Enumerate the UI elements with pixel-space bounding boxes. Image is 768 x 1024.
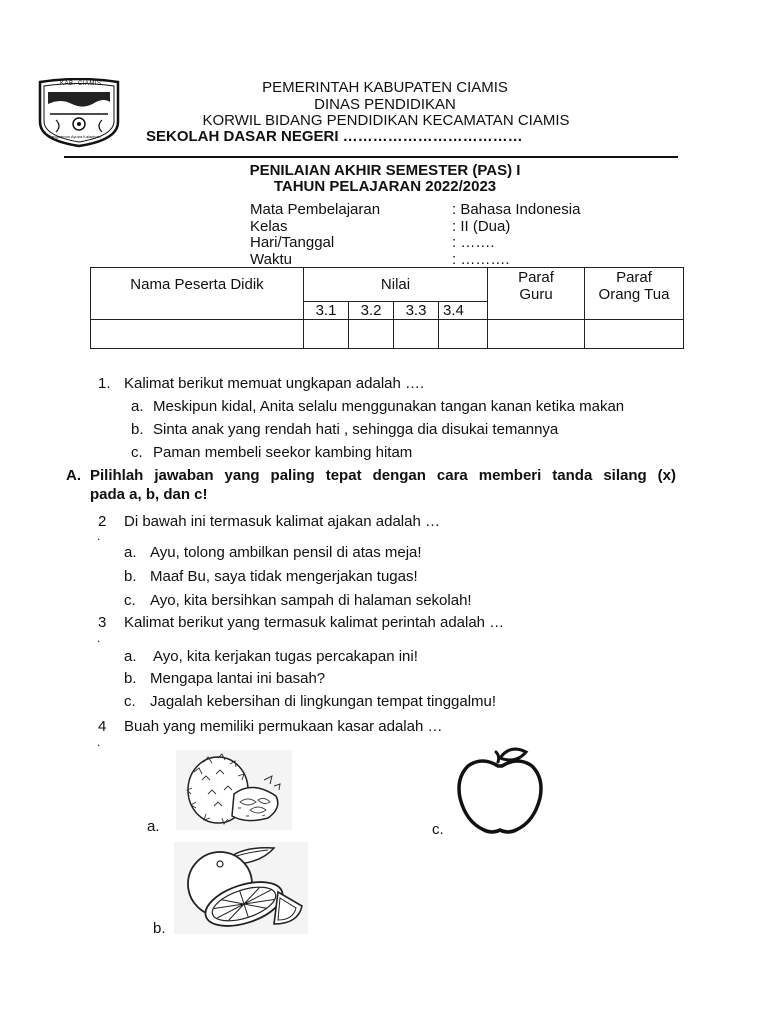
subscore-3-4: 3.4 (439, 302, 488, 320)
cell-score-3-2[interactable] (349, 320, 394, 349)
q3-option-c[interactable]: Jagalah kebersihan di lingkungan tempat tinggalmu! (150, 693, 497, 710)
q2-option-a-letter: a. (124, 544, 137, 561)
col-teacher-line2: Guru (519, 286, 553, 303)
apple-image[interactable] (454, 746, 550, 836)
logo-text: KAB. CIAMIS (60, 81, 102, 87)
subscore-3-3: 3.3 (394, 302, 439, 320)
q4-dot: . (97, 735, 101, 749)
orange-image[interactable] (174, 842, 308, 934)
header-korwil: KORWIL BIDANG PENDIDIKAN KECAMATAN CIAMIS (202, 112, 570, 129)
q1-number: 1. (98, 375, 111, 392)
info-value-time: : ………. (452, 250, 510, 268)
q1-option-c[interactable]: Paman membeli seekor kambing hitam (153, 444, 413, 461)
q1-option-a-letter: a. (131, 398, 144, 415)
col-teacher-initial (488, 268, 585, 320)
section-a-instruction-2: pada a, b, dan c! (90, 486, 208, 503)
q2-option-c[interactable]: Ayo, kita bersihkan sampah di halaman sekolah! (150, 592, 472, 609)
score-table (90, 267, 684, 349)
durian-image[interactable] (176, 750, 292, 830)
col-score: Nilai (304, 268, 488, 302)
info-label-date: Hari/Tanggal (250, 234, 335, 251)
col-parent-initial (585, 268, 684, 320)
exam-info-labels (250, 202, 380, 268)
q3-option-b[interactable]: Mengapa lantai ini basah? (150, 670, 326, 687)
cell-score-3-4[interactable] (439, 320, 488, 349)
q4-number: 4 (98, 718, 107, 735)
info-label-subject: Mata Pembelajaran (250, 201, 381, 218)
subscore-3-2: 3.2 (349, 302, 394, 320)
q2-option-b-letter: b. (124, 568, 137, 585)
q1-option-a[interactable]: Meskipun kidal, Anita selalu menggunakan tangan kanan ketika makan (153, 398, 625, 415)
q1-text: Kalimat berikut memuat ungkapan adalah …. (124, 375, 425, 392)
exam-info-values (452, 202, 580, 268)
q2-option-a[interactable]: Ayu, tolong ambilkan pensil di atas meja! (150, 544, 422, 561)
info-value-date: : ……. (452, 234, 495, 251)
q3-dot: . (97, 631, 101, 645)
q3-option-b-letter: b. (124, 670, 137, 687)
q4-option-a-letter: a. (147, 818, 160, 835)
q3-option-a[interactable]: Ayo, kita kerjakan tugas percakapan ini! (153, 648, 418, 665)
section-a-letter: A. (66, 467, 81, 484)
cell-student-name[interactable] (91, 320, 304, 349)
letterhead-divider (64, 156, 678, 158)
info-label-time: Waktu (250, 250, 292, 268)
header-school-name: SEKOLAH DASAR NEGERI ……………………………… (146, 128, 523, 145)
q3-text: Kalimat berikut yang termasuk kalimat perintah adalah … (124, 614, 505, 631)
q4-option-c-letter: c. (432, 821, 444, 838)
cell-teacher-initial[interactable] (488, 320, 585, 349)
q4-option-b-letter: b. (153, 920, 166, 937)
school-district-logo (36, 78, 122, 148)
section-a-instruction: Pilihlah jawaban yang paling tepat dengan cara memberi tanda silang (x) (90, 467, 676, 484)
cell-score-3-1[interactable] (304, 320, 349, 349)
info-label-class: Kelas (250, 217, 288, 235)
header-department: DINAS PENDIDIKAN (314, 96, 456, 113)
col-teacher-line1: Paraf (518, 269, 554, 286)
exam-year: TAHUN PELAJARAN 2022/2023 (273, 178, 497, 195)
q2-text: Di bawah ini termasuk kalimat ajakan adalah … (124, 513, 440, 530)
q2-dot: . (97, 529, 101, 543)
q3-number: 3 (98, 614, 107, 631)
logo-motto: Mangsamun Ayuna Kalagiyan (48, 134, 101, 139)
q3-option-a-letter: a. (124, 648, 137, 665)
q1-option-b[interactable]: Sinta anak yang rendah hati , sehingga dia disukai temannya (153, 421, 559, 438)
q2-option-b[interactable]: Maaf Bu, saya tidak mengerjakan tugas! (150, 568, 418, 585)
info-value-subject: : Bahasa Indonesia (452, 201, 581, 218)
cell-parent-initial[interactable] (585, 320, 684, 349)
cell-score-3-3[interactable] (394, 320, 439, 349)
col-parent-line2: Orang Tua (598, 286, 670, 303)
col-student-name: Nama Peserta Didik (91, 268, 304, 320)
q4-text: Buah yang memiliki permukaan kasar adalah … (124, 718, 443, 735)
col-parent-line1: Paraf (616, 269, 652, 286)
q3-option-c-letter: c. (124, 693, 136, 710)
subscore-3-1: 3.1 (304, 302, 349, 320)
info-value-class: : II (Dua) (452, 217, 511, 235)
exam-title: PENILAIAN AKHIR SEMESTER (PAS) I (249, 162, 521, 179)
q2-number: 2 (98, 513, 107, 530)
header-government: PEMERINTAH KABUPATEN CIAMIS (262, 79, 508, 96)
q1-option-c-letter: c. (131, 444, 143, 461)
q2-option-c-letter: c. (124, 592, 136, 609)
q1-option-b-letter: b. (131, 421, 144, 438)
